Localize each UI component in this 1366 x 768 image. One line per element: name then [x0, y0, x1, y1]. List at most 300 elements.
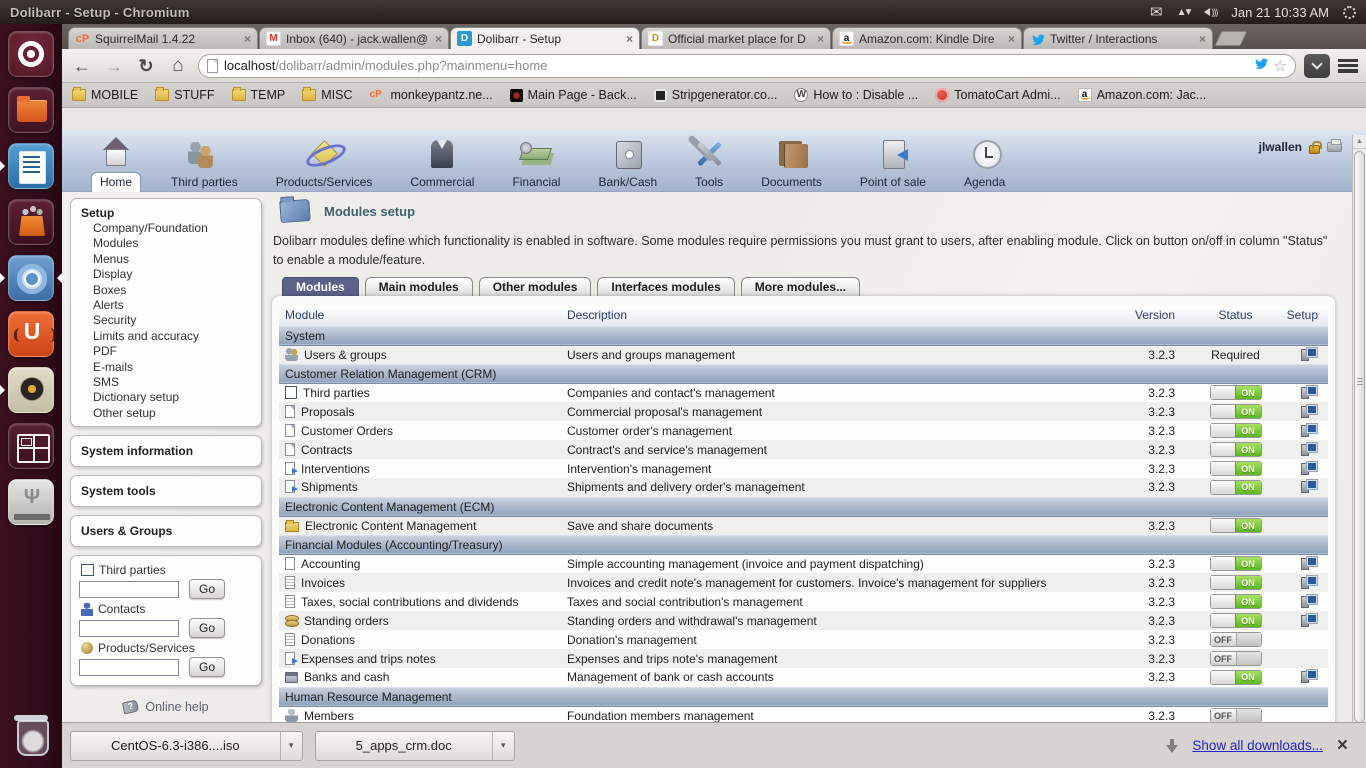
tab-other-modules[interactable]: Other modules [479, 277, 592, 296]
module-status-cell [1185, 611, 1280, 630]
setup-icon[interactable] [1301, 613, 1318, 626]
module-description: Expenses and trips note's management [561, 649, 1115, 668]
module-status-cell [1185, 554, 1280, 573]
module-row [279, 516, 1328, 535]
module-row [279, 554, 1328, 573]
sphere-icon [81, 642, 93, 654]
go-button[interactable]: Go [189, 618, 225, 638]
sidebar-item-boxes[interactable]: Boxes [93, 282, 127, 297]
darkpage-icon [510, 89, 523, 102]
module-version: 3.2.3 [1115, 573, 1185, 592]
module-row [279, 611, 1328, 630]
tab-close-icon[interactable]: × [243, 31, 251, 46]
reload-button[interactable]: ↻ [138, 55, 154, 76]
dolibarr-page [62, 130, 1366, 722]
modules-folder-icon [279, 199, 310, 223]
menu-item-agenda[interactable] [945, 130, 1024, 192]
module-status-cell [1185, 573, 1280, 592]
status-toggle-off[interactable] [1210, 632, 1262, 647]
menu-item-products-services[interactable] [257, 130, 392, 192]
bookmark-star-icon[interactable]: ☆ [1273, 57, 1287, 75]
forward-button[interactable]: → [105, 55, 123, 76]
module-name: Interventions [301, 461, 370, 476]
module-version: 3.2.3 [1115, 383, 1185, 402]
launcher-item-libreoffice-writer[interactable] [0, 141, 62, 197]
search-label-building [81, 563, 253, 577]
setup-icon[interactable] [1301, 669, 1318, 682]
docarrow-module-icon [285, 652, 295, 665]
column-header-description: Description [561, 306, 1115, 326]
module-version: 3.2.3 [1115, 345, 1185, 364]
products-menu-icon [304, 136, 344, 172]
menu-item-third-parties[interactable] [152, 130, 257, 192]
third-menu-icon [184, 136, 224, 172]
content-area [62, 192, 1352, 722]
sidebar-item-menus[interactable]: Menus [93, 251, 130, 266]
ubuntuone-music-icon [8, 311, 54, 357]
setup-icon[interactable] [1301, 594, 1318, 607]
docarrow-module-icon [285, 462, 295, 475]
module-version: 3.2.3 [1115, 668, 1185, 687]
browser-tab-3[interactable] [450, 27, 640, 49]
module-status-cell [1185, 630, 1280, 649]
menu-label: Tools [695, 175, 724, 189]
module-name: Standing orders [304, 613, 389, 628]
setup-icon[interactable] [1301, 442, 1318, 455]
page-scrollbar[interactable] [1352, 135, 1366, 722]
browser-chrome [62, 24, 1366, 108]
mail-indicator-icon[interactable]: ✉ [1150, 3, 1163, 21]
home-menu-icon [96, 135, 136, 171]
section-label: Human Resource Management [279, 687, 1328, 706]
scroll-up-arrow[interactable]: ▲ [1353, 135, 1366, 149]
status-toggle-on[interactable] [1210, 556, 1262, 571]
wordpress-icon: W [794, 88, 808, 102]
bookmark-label: Main Page - Back... [527, 88, 637, 102]
twitter-share-icon[interactable] [1254, 56, 1268, 75]
module-name: Donations [301, 632, 356, 647]
browser-tab-5[interactable] [832, 27, 1022, 49]
status-toggle-on[interactable] [1210, 480, 1262, 495]
menu-label: Documents [761, 175, 822, 189]
chromium-icon [8, 255, 54, 301]
tab-modules[interactable]: Modules [282, 277, 359, 296]
people-module-icon [285, 348, 298, 361]
status-toggle-on[interactable] [1210, 461, 1262, 476]
column-header-setup: Setup [1280, 306, 1328, 326]
module-status-cell [1185, 421, 1280, 440]
search-label-sphere [81, 641, 253, 655]
module-name: Accounting [301, 556, 361, 571]
sidebar-item-company-foundation[interactable]: Company/Foundation [93, 221, 208, 235]
status-toggle-on[interactable] [1210, 613, 1262, 628]
tab-close-icon[interactable]: × [816, 31, 824, 46]
twitter-favicon [1030, 31, 1045, 46]
section-label: Customer Relation Management (CRM) [279, 364, 1328, 383]
bookmark-4[interactable] [302, 88, 352, 102]
bookmark-label: TEMP [250, 88, 286, 102]
status-toggle-on[interactable] [1210, 575, 1262, 590]
module-description: Donation's management [561, 630, 1115, 649]
toggle-on-label: ON [1235, 443, 1261, 456]
toggle-on-label: ON [1235, 614, 1261, 627]
module-row [279, 440, 1328, 459]
section-row [279, 326, 1328, 345]
module-name-cell [279, 440, 561, 459]
module-setup-cell [1280, 668, 1328, 687]
sidebar-item-limits-and-accuracy[interactable]: Limits and accuracy [93, 328, 200, 343]
browser-tab-4[interactable] [641, 27, 831, 49]
session-gear-icon[interactable] [1343, 6, 1356, 19]
menu-label: Third parties [171, 175, 238, 189]
bookmark-label: MOBILE [91, 88, 139, 102]
module-description: Management of bank or cash accounts [561, 668, 1115, 687]
menu-item-point-of-sale[interactable] [841, 130, 945, 192]
menu-item-financial[interactable] [493, 130, 579, 192]
download-bar-right [1166, 736, 1358, 755]
module-description: Standing orders and withdrawal's management [561, 611, 1115, 630]
launcher-item-software-center[interactable] [0, 197, 62, 253]
download-item-1[interactable] [70, 731, 303, 761]
browser-menu-icon[interactable] [1338, 59, 1358, 73]
tab-main-modules[interactable]: Main modules [365, 277, 473, 296]
show-all-downloads-link[interactable]: Show all downloads... [1192, 738, 1323, 753]
scrollbar-thumb[interactable] [1354, 151, 1365, 723]
module-status-cell [1185, 402, 1280, 421]
home-button[interactable]: ⌂ [172, 55, 184, 76]
tab-label: Official market place for D [668, 31, 806, 46]
invoice-module-icon [285, 595, 295, 608]
download-item-menu-icon[interactable]: ▾ [492, 732, 514, 760]
menu-item-documents[interactable] [742, 130, 841, 192]
tab-close-icon[interactable]: × [1007, 31, 1015, 46]
module-name: Users & groups [304, 347, 387, 362]
download-arrow-icon [1166, 739, 1178, 753]
module-status-cell [1185, 440, 1280, 459]
bank-module-icon [285, 672, 298, 683]
tomato-icon [935, 88, 949, 102]
module-name-cell [279, 611, 561, 630]
bookmark-2[interactable] [155, 88, 214, 102]
go-button[interactable]: Go [189, 657, 225, 677]
module-version: 3.2.3 [1115, 440, 1185, 459]
module-name-cell [279, 554, 561, 573]
tab-more-modules-[interactable]: More modules... [741, 277, 860, 296]
module-setup-cell [1280, 611, 1328, 630]
launcher-item-rhythmbox[interactable] [0, 365, 62, 421]
toggle-on-label: ON [1235, 462, 1261, 475]
toggle-on-label: ON [1235, 481, 1261, 494]
module-version: 3.2.3 [1115, 478, 1185, 497]
folder-module-icon [285, 522, 299, 532]
menu-item-commercial[interactable] [391, 130, 493, 192]
module-version: 3.2.3 [1115, 554, 1185, 573]
doc-module-icon [285, 443, 295, 456]
quick-search-box [70, 555, 262, 686]
address-bar[interactable] [198, 54, 1296, 78]
dolibarr-favicon: D [457, 31, 472, 46]
page-icon [207, 59, 218, 73]
module-name-cell [279, 402, 561, 421]
sidebar-item-pdf[interactable]: PDF [93, 344, 117, 359]
module-description: Save and share documents [561, 516, 1115, 535]
workspace-switcher-icon [8, 423, 54, 469]
bookmark-10[interactable] [1078, 88, 1207, 102]
url-text[interactable]: localhost/dolibarr/admin/modules.php?mainmenu=home [224, 58, 548, 73]
toggle-off-label: OFF [1211, 652, 1237, 665]
bookmark-label: TomatoCart Admi... [954, 88, 1061, 102]
bookmark-label: Amazon.com: Jac... [1096, 88, 1207, 102]
agenda-menu-icon [965, 136, 1005, 172]
module-setup-cell [1280, 554, 1328, 573]
status-toggle-on[interactable] [1210, 404, 1262, 419]
module-name-cell [279, 573, 561, 592]
system-top-bar [0, 0, 1366, 24]
launcher-item-ubuntuone-music[interactable] [0, 309, 62, 365]
status-toggle-on[interactable] [1210, 423, 1262, 438]
bookmark-label: STUFF [174, 88, 215, 102]
tab-close-icon[interactable]: × [434, 31, 442, 46]
bookmark-8[interactable] [794, 88, 918, 102]
tab-interfaces-modules[interactable]: Interfaces modules [597, 277, 734, 296]
module-setup-cell [1280, 383, 1328, 402]
module-status-cell [1185, 516, 1280, 535]
module-row [279, 402, 1328, 421]
logout-lock-icon[interactable] [1309, 145, 1320, 154]
bookmark-label: Stripgenerator.co... [671, 88, 778, 102]
module-name: Customer Orders [301, 423, 394, 438]
browser-tab-2[interactable] [259, 27, 449, 49]
menu-label: Home [91, 172, 141, 192]
module-version: 3.2.3 [1115, 402, 1185, 421]
module-status-cell [1185, 383, 1280, 402]
go-button[interactable]: Go [189, 579, 225, 599]
cpanel-icon: cP [369, 89, 382, 100]
sidebar-item-sms[interactable]: SMS [93, 375, 120, 390]
bookmark-label: MISC [321, 88, 353, 102]
module-name: Banks and cash [304, 670, 390, 685]
module-version: 3.2.3 [1115, 459, 1185, 478]
tab-close-icon[interactable]: × [625, 31, 633, 46]
section-label: Financial Modules (Accounting/Treasury) [279, 535, 1328, 554]
sidebar-box-system-tools[interactable] [70, 475, 262, 507]
sidebar-box-system-information[interactable] [70, 435, 262, 467]
sidebar [70, 198, 262, 714]
running-indicator [0, 273, 5, 283]
contacts-search-input[interactable] [79, 620, 179, 637]
tab-close-icon[interactable]: × [1198, 31, 1206, 46]
module-description: Contract's and service's management [561, 440, 1115, 459]
rhythmbox-icon [8, 367, 54, 413]
third-parties-search-input[interactable] [79, 581, 179, 598]
module-tabs [282, 277, 860, 296]
sidebar-box-title: System information [81, 444, 194, 459]
browser-tab-6[interactable] [1023, 27, 1213, 49]
menu-item-tools[interactable] [676, 130, 742, 192]
module-name-cell [279, 383, 561, 402]
module-name: Invoices [301, 575, 346, 590]
setup-icon[interactable] [1301, 347, 1318, 360]
user-box [1259, 140, 1342, 154]
print-icon[interactable] [1327, 142, 1342, 152]
download-filename: CentOS-6.3-i386....iso [111, 738, 240, 753]
module-setup-cell [1280, 573, 1328, 592]
module-description: Commercial proposal's management [561, 402, 1115, 421]
sidebar-box-title: Users & Groups [81, 524, 173, 539]
sidebar-item-e-mails[interactable]: E-mails [93, 359, 134, 374]
page-title: Modules setup [280, 200, 415, 222]
module-version: 3.2.3 [1115, 649, 1185, 668]
coins-module-icon [285, 614, 298, 627]
sidebar-item-alerts[interactable]: Alerts [93, 298, 124, 313]
module-setup-cell [1280, 516, 1328, 535]
launcher-item-trash[interactable] [0, 708, 62, 764]
module-row [279, 459, 1328, 478]
setup-icon[interactable] [1301, 479, 1318, 492]
sidebar-box-title: System tools [81, 484, 156, 499]
section-row [279, 497, 1328, 516]
setup-icon[interactable] [1301, 404, 1318, 417]
search-label-text: Third parties [99, 563, 166, 578]
module-setup-cell [1280, 345, 1328, 364]
page-description: Dolibarr modules define which functionality is enabled in software. Some modules require permissions you must grant to users, after enabling module. Click on button on/off in column "Status" to enable a module/feature. [273, 234, 1328, 267]
status-toggle-off[interactable] [1210, 708, 1262, 723]
status-toggle-on[interactable] [1210, 442, 1262, 457]
section-label: System [279, 326, 1328, 345]
network-indicator-icon[interactable]: ▲▼ [1176, 6, 1191, 18]
amazon-favicon: a [839, 31, 854, 46]
download-item-2[interactable] [315, 731, 515, 761]
bookmark-3[interactable] [232, 88, 286, 102]
module-version: 3.2.3 [1115, 421, 1185, 440]
folder-icon [302, 89, 316, 101]
module-version: 3.2.3 [1115, 611, 1185, 630]
status-toggle-on[interactable] [1210, 594, 1262, 609]
sidebar-item-dictionary-setup[interactable]: Dictionary setup [93, 390, 180, 405]
menu-label: Agenda [963, 175, 1006, 189]
close-download-bar-icon[interactable]: × [1336, 735, 1348, 756]
module-row [279, 649, 1328, 668]
launcher-item-files[interactable] [0, 85, 62, 141]
download-item-menu-icon[interactable]: ▾ [280, 732, 302, 760]
module-setup-cell [1280, 402, 1328, 421]
sidebar-item-other-setup[interactable]: Other setup [93, 405, 156, 420]
volume-indicator-icon[interactable]: ))) [1204, 7, 1217, 17]
module-description: Users and groups management [561, 345, 1115, 364]
sidebar-item-modules[interactable]: Modules [93, 236, 139, 251]
tab-label: Inbox (640) - jack.wallen@ [286, 31, 429, 46]
toggle-off-label: OFF [1211, 709, 1237, 722]
setup-icon[interactable] [1301, 385, 1318, 398]
bookmark-1[interactable] [72, 88, 138, 102]
menu-label: Commercial [410, 175, 475, 189]
bookmark-7[interactable] [654, 88, 778, 102]
software-center-icon [8, 199, 54, 245]
browser-tab-1[interactable] [68, 27, 258, 49]
module-name: Taxes, social contributions and dividends [301, 594, 519, 609]
module-description: Customer order's management [561, 421, 1115, 440]
financial-menu-icon [516, 136, 556, 172]
logged-user[interactable]: jlwallen [1258, 140, 1302, 154]
module-status-cell [1185, 668, 1280, 687]
main-panel [270, 192, 1342, 722]
section-row [279, 535, 1328, 554]
module-row [279, 383, 1328, 402]
folder-icon [232, 89, 246, 101]
setup-icon[interactable] [1301, 575, 1318, 588]
contact-icon [81, 603, 93, 616]
status-toggle-on[interactable] [1210, 518, 1262, 533]
invoice-module-icon [285, 576, 295, 589]
toggle-on-label: ON [1235, 519, 1261, 532]
module-row [279, 421, 1328, 440]
toggle-on-label: ON [1235, 424, 1261, 437]
module-row [279, 630, 1328, 649]
menu-item-home[interactable] [80, 130, 152, 192]
running-indicator [0, 385, 5, 395]
ubuntu-dash-icon [8, 31, 54, 77]
bookmark-5[interactable] [370, 88, 493, 102]
module-row [279, 478, 1328, 497]
module-description: Shipments and delivery order's management [561, 478, 1115, 497]
toggle-on-label: ON [1235, 576, 1261, 589]
sidebar-box-users-groups[interactable] [70, 515, 262, 547]
setup-icon[interactable] [1301, 423, 1318, 436]
bookmark-label: monkeypantz.ne... [390, 88, 493, 102]
launcher-item-chromium[interactable] [0, 253, 62, 309]
online-help-link[interactable]: ? Online help [70, 700, 262, 714]
module-name-cell [279, 345, 561, 364]
module-setup-cell [1280, 478, 1328, 497]
folder-icon [72, 89, 86, 101]
module-version: 3.2.3 [1115, 592, 1185, 611]
download-bar [62, 722, 1366, 768]
module-name: Third parties [303, 385, 370, 400]
status-toggle-on[interactable] [1210, 670, 1262, 685]
setup-icon[interactable] [1301, 556, 1318, 569]
bookmark-6[interactable] [510, 88, 637, 102]
menu-item-bank-cash[interactable] [579, 130, 676, 192]
status-toggle-off[interactable] [1210, 651, 1262, 666]
sidebar-item-security[interactable]: Security [93, 313, 137, 328]
browser-toolbar [62, 49, 1366, 83]
toggle-on-label: ON [1235, 595, 1261, 608]
module-name-cell [279, 421, 561, 440]
launcher-item-ubuntu-dash[interactable] [0, 29, 62, 85]
tab-label: Twitter / Interactions [1050, 31, 1158, 46]
launcher-item-workspace-switcher[interactable] [0, 421, 62, 477]
tab-strip [62, 24, 1366, 49]
module-name-cell [279, 459, 561, 478]
sidebar-item-display[interactable]: Display [93, 267, 133, 282]
new-tab-button[interactable] [1215, 31, 1248, 46]
module-status-cell [1185, 649, 1280, 668]
building-icon [81, 564, 94, 576]
building-module-icon [285, 386, 297, 399]
module-version: 3.2.3 [1115, 516, 1185, 535]
status-toggle-on[interactable] [1210, 385, 1262, 400]
clock[interactable]: Jan 21 10:33 AM [1231, 4, 1329, 20]
products-services-search-input[interactable] [79, 659, 179, 676]
pos-menu-icon [873, 136, 913, 172]
bookmark-9[interactable] [935, 88, 1060, 102]
extension-button[interactable] [1304, 54, 1330, 78]
back-button[interactable]: ← [73, 55, 91, 76]
setup-icon[interactable] [1301, 461, 1318, 474]
strip-icon [654, 89, 667, 102]
launcher-item-usb-drive[interactable] [0, 477, 62, 533]
folder-icon [155, 89, 169, 101]
